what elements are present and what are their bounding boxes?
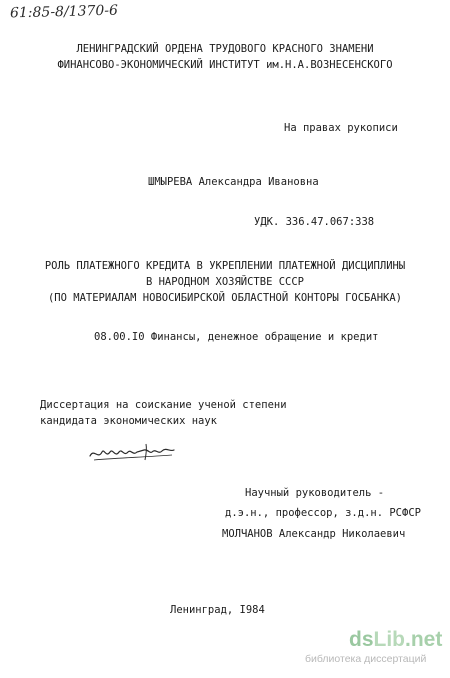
institution-line-2: ФИНАНСОВО-ЭКОНОМИЧЕСКИЙ ИНСТИТУТ им.Н.А.ВОЗНЕСЕНСКОГО (57, 59, 393, 71)
title-line-2: В НАРОДНОМ ХОЗЯЙСТВЕ СССР (145, 276, 305, 288)
city-year: Ленинград, I984 (170, 604, 265, 616)
title-line-1: РОЛЬ ПЛАТЕЖНОГО КРЕДИТА В УКРЕПЛЕНИИ ПЛАТЕЖНОЙ ДИСЦИПЛИНЫ (44, 260, 406, 272)
supervisor-degree: д.э.н., профессор, з.д.н. РСФСР (225, 507, 421, 519)
watermark-logo-net: .net (405, 628, 443, 651)
dissertation-line-2: кандидата экономических наук (40, 415, 218, 427)
archive-code-handwritten: 61:85-8/1370-6 (9, 2, 119, 22)
supervisor-label: Научный руководитель - (245, 487, 385, 499)
watermark-caption: библиотека диссертаций (305, 653, 427, 665)
institution-line-1: ЛЕНИНГРАДСКИЙ ОРДЕНА ТРУДОВОГО КРАСНОГО ЗНАМЕНИ (76, 43, 374, 55)
udc-code: УДК. 336.47.067:338 (254, 216, 375, 228)
rights-note: На правах рукописи (284, 122, 398, 134)
watermark-logo-ds: ds (349, 628, 374, 651)
signature (86, 440, 178, 464)
watermark-logo-lib: Lib (373, 628, 406, 651)
author-name: ШМЫРЕВА Александра Ивановна (148, 176, 319, 188)
dissertation-line-1: Диссертация на соискание ученой степени (40, 399, 287, 411)
specialty: 08.00.I0 Финансы, денежное обращение и кредит (94, 331, 379, 343)
supervisor-name: МОЛЧАНОВ Александр Николаевич (222, 528, 406, 540)
title-line-3: (ПО МАТЕРИАЛАМ НОВОСИБИРСКОЙ ОБЛАСТНОЙ КОНТОРЫ ГОСБАНКА) (47, 292, 402, 304)
watermark-logo (349, 628, 442, 652)
